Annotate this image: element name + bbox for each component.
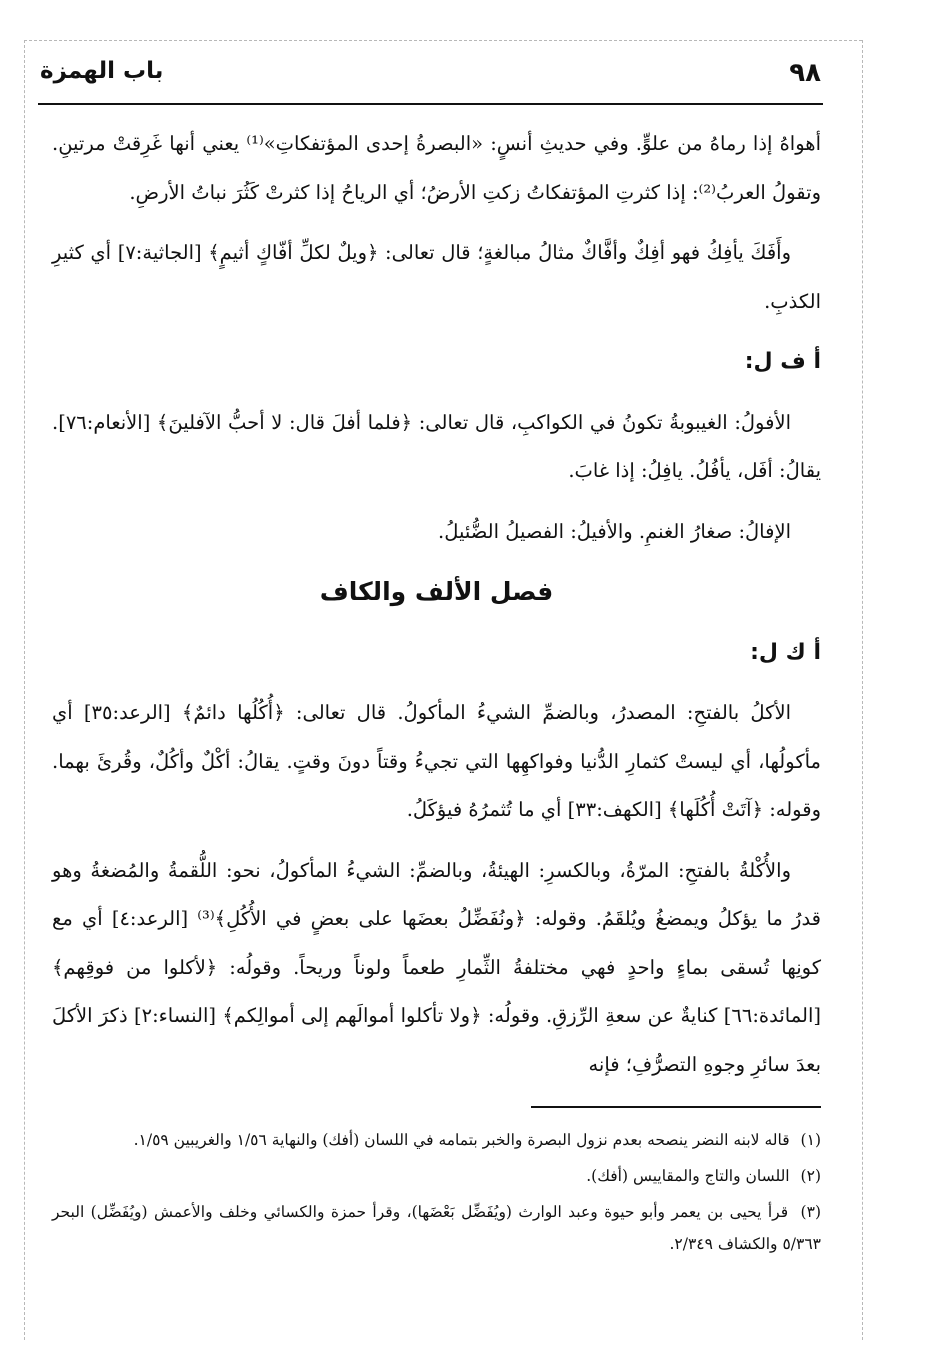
paragraph: الإفالُ: صغارُ الغنمِ. والأفيلُ: الفصيلُ الضُّئيلُ.	[438, 519, 791, 543]
paragraph: أهواهُ إذا رماهُ من علوٍّ. وفي حديثِ أنسٍ: «البصرةُ إحدى المؤتفكاتِ»⁽¹⁾ يعني أنها غَرِقتْ مرتينِ. وتقولُ العربُ⁽²⁾: إذا كثرتِ المؤتفكاتُ زكتِ الأرضُ؛ أي الرياحُ إذا كثرتْ كَثُرَ نباتُ الأرضِ.	[52, 132, 821, 204]
paragraph: والأُكْلةُ بالفتحِ: المرّةُ، وبالكسرِ: الهيئةُ، وبالضمِّ: الشيءُ المأكولُ، نحو: اللُّقمةُ والمُضغةُ وهو قدرُ ما يؤكلُ ويمضغُ ويُلقَمُ. وقوله: ﴿ونُفَضِّلُ بعضَها على بعضٍ في الأُكُلِ﴾⁽³⁾ [الرعد:٤] أي مع كونِها تُسقى بماءٍ واحدٍ فهي مختلفةُ الثِّمارِ طعماً ولوناً وريحاً. وقولُه: ﴿لأكلوا من فوقِهم﴾ [المائدة:٦٦] كنايةٌ عن سعةِ الرِّزقِ. وقولُه: ﴿ولا تأكلوا أموالَهم إلى أموالِكم﴾ [النساء:٢] ذكرَ الأكلَ بعدَ سائرِ وجوهِ التصرُّفِ؛ فإنه	[52, 858, 821, 1076]
header-rule	[38, 103, 823, 105]
paragraph: الأكلُ بالفتحِ: المصدرُ، وبالضمِّ الشيءُ المأكولُ. قال تعالى: ﴿أُكُلُها دائمٌ﴾ [الرعد:٣٥] أي مأكولُها، أي ليستْ كثمارِ الدُّنيا وفواكهِها التي تجيءُ وقتاً دونَ وقتٍ. يقالُ: أكْلٌ وأكُلٌ، وقُرئَ بهما. وقوله: ﴿آتَتْ أُكُلَها﴾ [الكهف:٣٣] أي ما تُثمرُهُ فيؤكَلُ.	[52, 701, 821, 821]
footnote	[52, 1124, 821, 1156]
footnote-marker: (٣)	[800, 1203, 821, 1221]
main-text	[52, 120, 821, 1101]
page-number: ٩٨	[789, 58, 821, 88]
paragraph: الأفولُ: الغيبوبةُ تكونُ في الكواكبِ، قال تعالى: ﴿فلما أفلَ قال: لا أحبُّ الآفلينَ﴾ [الأنعام:٧٦]. يقالُ: أفَل، يأفُلُ. يافِلُ: إذا غابَ.	[52, 410, 821, 482]
footnote-text: قاله لابنه النضر ينصحه بعدم نزول البصرة والخبر بتمامه في اللسان (أفك) والنهاية ١/٥٦ والغريبين ١/٥٩.	[133, 1131, 790, 1149]
footnote-marker: (١)	[800, 1131, 821, 1149]
section-title: فصل الألف والكاف	[319, 577, 554, 606]
footnote-rule	[531, 1106, 821, 1108]
root-heading: أ ك ل:	[750, 639, 821, 665]
footnote	[52, 1160, 821, 1192]
footnote-text: اللسان والتاج والمقاييس (أفك).	[586, 1167, 790, 1185]
running-head: باب الهمزة	[40, 58, 164, 84]
footnote-marker: (٢)	[800, 1167, 821, 1185]
root-heading: أ ف ل:	[744, 349, 821, 374]
footnotes	[52, 1124, 821, 1264]
scan-guide-top	[24, 40, 862, 41]
footnote	[52, 1196, 821, 1260]
page-header	[40, 58, 821, 98]
paragraph: وأَفَكَ يأفِكُ فهو أفِكٌ وأفَّاكٌ مثالُ مبالغةٍ؛ قال تعالى: ﴿ويلٌ لكلِّ أفّاكٍ أثيمٍ﴾ [الجاثية:٧] أي كثيرِ الكذبِ.	[52, 241, 821, 313]
scan-guide-right	[862, 40, 863, 1340]
scan-guide-left	[24, 40, 25, 1340]
footnote-text: قرأ يحيى بن يعمر وأبو حيوة وعبد الوارث (ويُفَضِّل بَعْضَها)، وقرأ حمزة والكسائي وخلف والأعمش (ويُفَضِّل) البحر ٥/٣٦٣ والكشاف ٢/٣٤٩.	[52, 1203, 821, 1253]
